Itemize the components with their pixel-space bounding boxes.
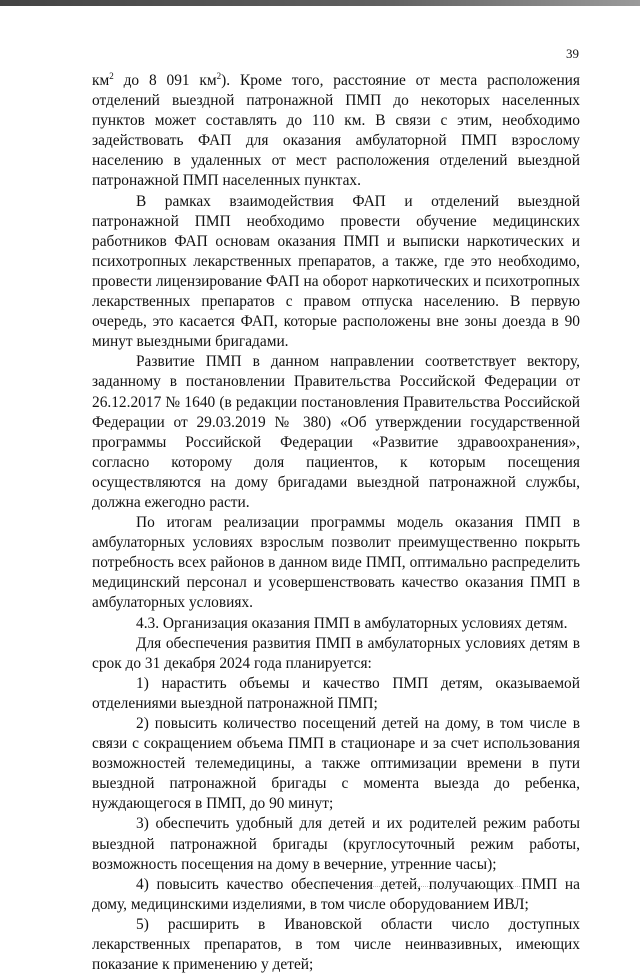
page-number: 39 (566, 46, 579, 61)
scan-bottom-artifact (300, 886, 530, 889)
section-heading: 4.3. Организация оказания ПМП в амбулаторных условиях детям. (136, 614, 568, 632)
list-item: 3) обеспечить удобный для детей и их родителей режим работы выездной патронажной бригады (круглосуточный режим работы, возможность посещения на дому в вечерние, утренние часы); (92, 815, 580, 873)
list-item: 5) расширить в Ивановской области число доступных лекарственных препаратов, в том числе неинвазивных, имеющих показание к применению у детей; (92, 915, 580, 974)
paragraph-government-decree: Развитие ПМП в данном направлении соответствует вектору, заданному в постановлении Правительства Российской Федерации от 26.12.2017 № 1640 (в редакции постановления Правительства Российской Федерации от 29.03.2019 № 380) «Об утверждении государственной программы Российской Федерации «Развитие здравоохранения», согласно которому доля пациентов, к которым посещения осуществляются на дому бригадами выездной патронажной службы, должна ежегодно расти. (92, 353, 580, 511)
list-item: 2) повысить количество посещений детей на дому, в том числе в связи с сокращением объема ПМП в стационаре и за счет использования возможностей телемедицины, а также оптимизации времени в пути выездной патронажной бригады с момента выезда до ребенка, нуждающегося в ПМП, до 90 минут; (92, 715, 580, 813)
unit-km: км (92, 72, 110, 89)
paragraph-text: ). Кроме того, расстояние от места расположения отделений выездной патронажной ПМП до некоторых населенных пунктов может составлять до 110 км. В связи с этим, необходимо задействовать ФАП для оказания амбулаторной ПМП взрослому населению в удаленных от мест расположения отделений выездной патронажной ПМП населенных пунктах. (92, 72, 580, 190)
list-item: 1) нарастить объемы и качество ПМП детям, оказываемой отделениями выездной патронажной ПМП; (92, 674, 580, 712)
scan-top-edge (0, 0, 640, 6)
area-value: до 8 091 км (113, 72, 217, 89)
paragraph-fap-interaction: В рамках взаимодействия ФАП и отделений выездной патронажной ПМП необходимо провести обучение медицинских работников ФАП основам оказания ПМП и выписки наркотических и психотропных лекарственных препаратов, а также, где это необходимо, провести лицензирование ФАП на оборот наркотических и психотропных лекарственных препаратов с правом отпуска населению. В первую очередь, это касается ФАП, которые расположены вне зоны доезда в 90 минут выездными бригадами. (92, 192, 580, 351)
superscript-2: 2 (216, 70, 222, 81)
superscript-2: 2 (109, 70, 114, 81)
paragraph-program-results: По итогам реализации программы модель оказания ПМП в амбулаторных условиях взрослым позволит преимущественно покрыть потребность всех районов в данном виде ПМП, оптимально распределить медицинский персонал и усовершенствовать качество оказания ПМП в амбулаторных условиях. (92, 514, 580, 612)
paragraph-continuation (92, 71, 580, 192)
document-body (92, 71, 580, 975)
list-item: 4) повысить качество обеспечения детей, получающих ПМП на дому, медицинскими изделиями, в том числе оборудованием ИВЛ; (92, 875, 580, 913)
paragraph-plan-intro: Для обеспечения развития ПМП в амбулаторных условиях детям в срок до 31 декабря 2024 года планируется: (92, 634, 580, 672)
